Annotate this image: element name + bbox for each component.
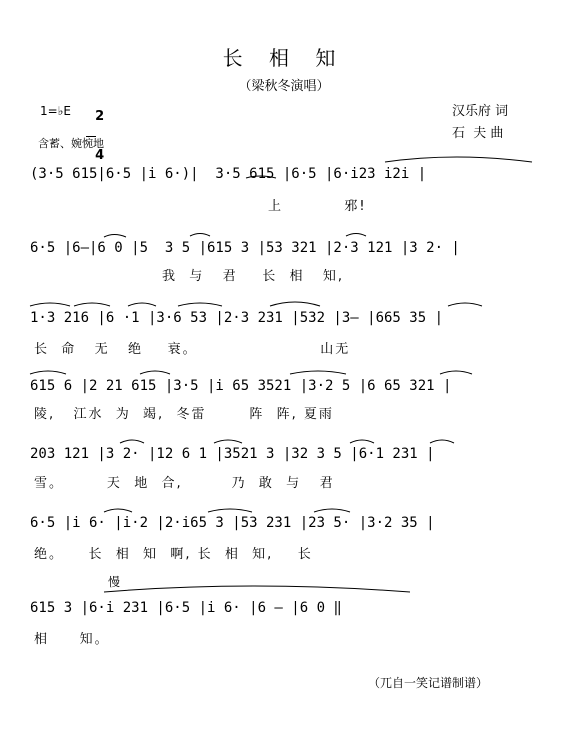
slur-mark — [270, 302, 320, 306]
lyrics-line-5: 雪。 天 地 合, 乃 敢 与 君 — [34, 476, 335, 491]
lyrics-line-7: 相 知。 — [34, 632, 110, 647]
lyrics-line-1: 上 邪! — [268, 199, 367, 214]
lyrics-line-6: 绝。 长 相 知 啊, 长 相 知, 长 — [34, 547, 313, 562]
notation-line-4: 615 6 |2 21 615 |3·5 |i 65 3521 |3·2 5 |6 65 321 | — [30, 378, 452, 394]
slur-mark — [30, 371, 66, 374]
transcriber-credit: （兀自一笑记谱制谱） — [368, 676, 489, 690]
slur-mark — [314, 509, 350, 512]
slur-mark — [178, 303, 222, 306]
slur-mark — [214, 440, 242, 443]
slur-mark — [128, 303, 156, 306]
notation-line-1: (3·5 615|6·5 |i 6·)| 3·5 615 |6·5 |6·i23 i2i | — [30, 166, 427, 182]
lyricist-credit: 汉乐府 词 — [452, 104, 509, 119]
slur-mark — [385, 157, 532, 162]
lyrics-line-4: 陵, 江水 为 竭, 冬雷 阵 阵, 夏雨 — [34, 407, 334, 422]
slur-mark — [350, 440, 374, 443]
composer-credit: 石 夫 曲 — [452, 126, 504, 141]
slow-marking: 慢 — [108, 575, 121, 589]
slur-mark — [190, 234, 210, 237]
tempo-marking: 含蓄、婉惋地 — [38, 137, 104, 150]
notation-line-7: 615 3 |6·i 231 |6·5 |i 6· |6 — |6 0 ‖ — [30, 600, 342, 616]
notation-line-5: 203 121 |3 2· |12 6 1 |3521 3 |32 3 5 |6·1 231 | — [30, 446, 435, 462]
slur-mark — [246, 176, 276, 178]
slur-mark — [104, 235, 126, 238]
slur-mark — [104, 586, 410, 592]
slur-mark — [440, 371, 472, 374]
slur-mark — [140, 371, 170, 374]
notation-line-2: 6·5 |6—|6 0 |5 3 5 |615 3 |53 321 |2·3 121 |3 2· | — [30, 240, 460, 256]
slur-mark — [208, 509, 252, 512]
time-signature-bottom: 4 — [95, 148, 105, 163]
slur-mark — [30, 303, 70, 306]
lyrics-line-2: 我 与 君 长 相 知, — [162, 269, 344, 284]
time-signature-top: 2 — [95, 109, 105, 124]
lyrics-line-3: 长 命 无 绝 衰。 山无 — [34, 342, 351, 357]
slur-mark — [346, 234, 366, 237]
song-subtitle: （梁秋冬演唱） — [238, 79, 330, 94]
slur-mark — [120, 440, 144, 443]
slur-mark — [430, 440, 454, 443]
slur-mark — [74, 303, 110, 306]
slur-mark — [290, 371, 346, 374]
key-signature: 1=♭E — [40, 104, 71, 118]
song-title: 长 相 知 — [222, 46, 346, 70]
notation-line-6: 6·5 |i 6· |i·2 |2·i65 3 |53 231 |23 5· |3·2 35 | — [30, 515, 435, 531]
notation-line-3: 1·3 216 |6 ·1 |3·6 53 |2·3 231 |532 |3— |665 35 | — [30, 310, 444, 326]
slur-mark — [104, 509, 132, 512]
slur-mark — [448, 303, 482, 306]
